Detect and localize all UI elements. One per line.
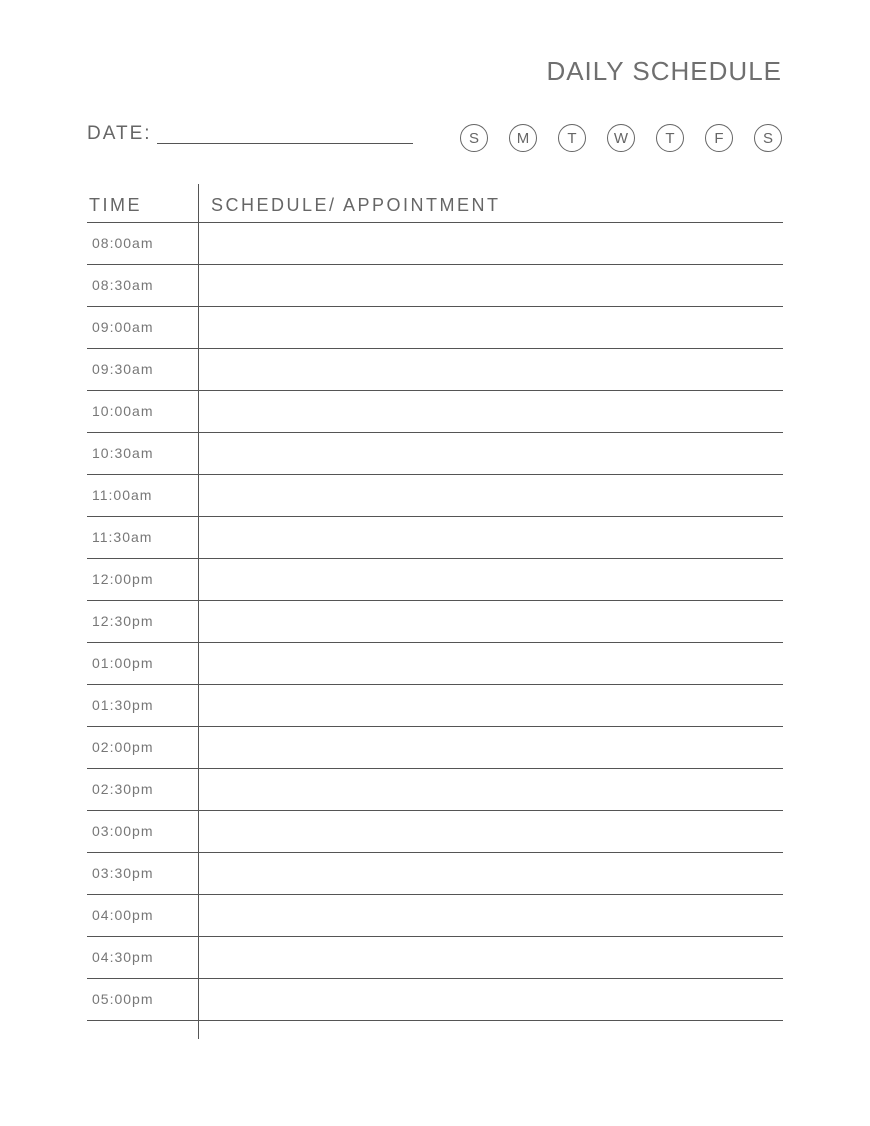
appointment-slot[interactable] (199, 307, 783, 348)
time-label: 12:30pm (92, 613, 154, 629)
table-row (87, 685, 783, 727)
table-row (87, 307, 783, 349)
time-label: 02:30pm (92, 781, 154, 797)
table-row (87, 559, 783, 601)
appointment-slot[interactable] (199, 475, 783, 516)
day-circle[interactable]: F (705, 124, 733, 152)
appointment-slot[interactable] (199, 433, 783, 474)
day-circle[interactable]: S (754, 124, 782, 152)
day-circle[interactable]: S (460, 124, 488, 152)
table-row (87, 769, 783, 811)
table-row (87, 391, 783, 433)
time-label: 12:00pm (92, 571, 154, 587)
appointment-slot[interactable] (199, 517, 783, 558)
time-label: 08:00am (92, 235, 154, 251)
table-row (87, 433, 783, 475)
appointment-slot[interactable] (199, 895, 783, 936)
appointment-slot[interactable] (199, 811, 783, 852)
table-row (87, 223, 783, 265)
appointment-slot[interactable] (199, 853, 783, 894)
time-label: 02:00pm (92, 739, 154, 755)
time-label: 10:00am (92, 403, 154, 419)
day-circle[interactable]: W (607, 124, 635, 152)
schedule-column-header: SCHEDULE/ APPOINTMENT (211, 195, 501, 215)
table-header (87, 184, 783, 223)
appointment-slot[interactable] (199, 223, 783, 264)
time-label: 11:00am (92, 487, 153, 503)
appointment-slot[interactable] (199, 559, 783, 600)
appointment-slot[interactable] (199, 601, 783, 642)
time-label: 03:00pm (92, 823, 154, 839)
time-label: 01:00pm (92, 655, 154, 671)
appointment-slot[interactable] (199, 937, 783, 978)
table-row (87, 349, 783, 391)
schedule-table (87, 184, 783, 1021)
day-circle[interactable]: M (509, 124, 537, 152)
time-label: 05:00pm (92, 991, 154, 1007)
table-row (87, 853, 783, 895)
day-circle[interactable]: T (558, 124, 586, 152)
page-title: DAILY SCHEDULE (546, 56, 782, 86)
appointment-slot[interactable] (199, 979, 783, 1020)
column-divider (198, 184, 199, 1039)
appointment-slot[interactable] (199, 265, 783, 306)
time-label: 04:00pm (92, 907, 154, 923)
time-label: 03:30pm (92, 865, 154, 881)
date-field[interactable] (157, 143, 413, 144)
table-row (87, 265, 783, 307)
time-label: 10:30am (92, 445, 154, 461)
time-label: 08:30am (92, 277, 154, 293)
time-label: 04:30pm (92, 949, 154, 965)
table-row (87, 937, 783, 979)
day-selector (460, 124, 782, 152)
time-label: 09:30am (92, 361, 154, 377)
date-label: DATE: (87, 123, 152, 144)
appointment-slot[interactable] (199, 391, 783, 432)
appointment-slot[interactable] (199, 349, 783, 390)
table-row (87, 979, 783, 1021)
table-row (87, 601, 783, 643)
day-circle[interactable]: T (656, 124, 684, 152)
table-row (87, 811, 783, 853)
time-label: 09:00am (92, 319, 154, 335)
table-row (87, 475, 783, 517)
table-row (87, 727, 783, 769)
appointment-slot[interactable] (199, 727, 783, 768)
appointment-slot[interactable] (199, 685, 783, 726)
table-row (87, 643, 783, 685)
table-row (87, 517, 783, 559)
appointment-slot[interactable] (199, 643, 783, 684)
time-column-header: TIME (89, 195, 142, 215)
table-body (87, 223, 783, 1021)
time-label: 01:30pm (92, 697, 154, 713)
time-label: 11:30am (92, 529, 153, 545)
appointment-slot[interactable] (199, 769, 783, 810)
table-row (87, 895, 783, 937)
